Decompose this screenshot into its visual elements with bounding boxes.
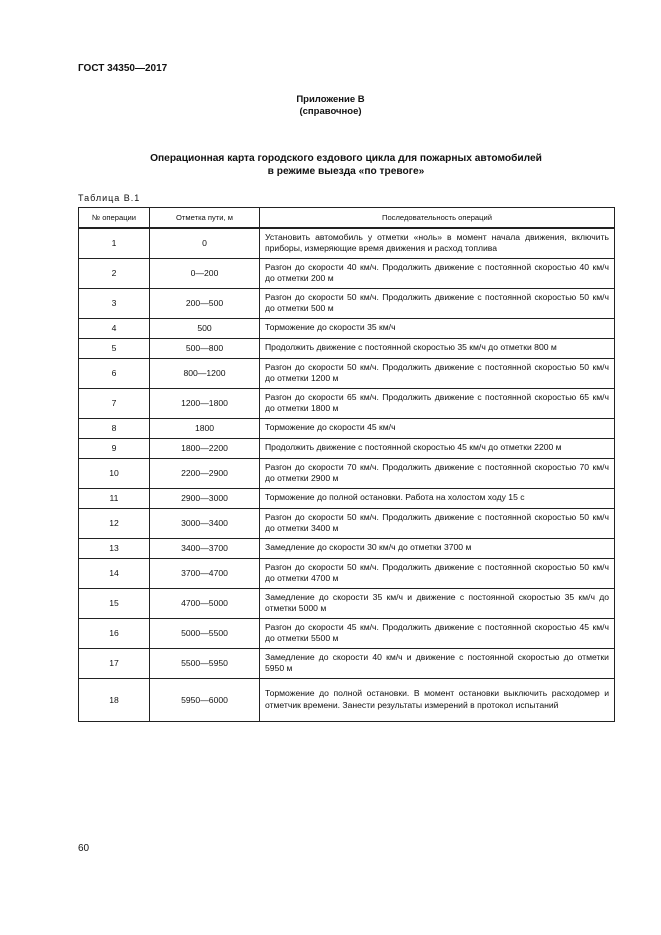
path-mark-cell: 3700—4700 [150,558,260,588]
operation-number-cell: 15 [79,588,150,618]
operation-description-cell: Торможение до полной остановки. В момент остановки выключить расходомер и отметчик времени. Занести результаты измерений в протокол испытаний [260,678,615,721]
table-row [79,508,615,538]
table-row [79,458,615,488]
table-row [79,648,615,678]
path-mark-cell: 2200—2900 [150,458,260,488]
table-row [79,418,615,438]
operation-number-cell: 10 [79,458,150,488]
path-mark-cell: 1800—2200 [150,438,260,458]
operation-number-cell: 1 [79,228,150,258]
table-body [79,228,615,721]
operation-description-cell: Замедление до скорости 30 км/ч до отметки 3700 м [260,538,615,558]
table-label: Таблица В.1 [78,193,141,203]
table-row [79,588,615,618]
path-mark-cell: 2900—3000 [150,488,260,508]
operation-description-cell: Установить автомобиль у отметки «ноль» в момент начала движения, включить приборы, измеряющие время движения и расход топлива [260,228,615,258]
col-header-path-mark: Отметка пути, м [150,208,260,229]
path-mark-cell: 500 [150,318,260,338]
table-header-row [79,208,615,229]
operation-number-cell: 6 [79,358,150,388]
title-line-1: Операционная карта городского ездового цикла для пожарных автомобилей [150,153,542,164]
table-row [79,538,615,558]
path-mark-cell: 1800 [150,418,260,438]
operation-number-cell: 18 [79,678,150,721]
table-row [79,358,615,388]
operation-description-cell: Замедление до скорости 35 км/ч и движение с постоянной скоростью 35 км/ч до отметки 5000 м [260,588,615,618]
table-row [79,388,615,418]
operation-description-cell: Замедление до скорости 40 км/ч и движение с постоянной скоростью до отметки 5950 м [260,648,615,678]
operation-number-cell: 5 [79,338,150,358]
operation-description-cell: Разгон до скорости 45 км/ч. Продолжить движение с постоянной скоростью 45 км/ч до отметки 5500 м [260,618,615,648]
operation-number-cell: 11 [79,488,150,508]
table-row [79,438,615,458]
table-row [79,228,615,258]
operation-number-cell: 9 [79,438,150,458]
operation-number-cell: 17 [79,648,150,678]
operation-number-cell: 16 [79,618,150,648]
path-mark-cell: 4700—5000 [150,588,260,618]
path-mark-cell: 0—200 [150,258,260,288]
path-mark-cell: 5000—5500 [150,618,260,648]
operations-table [78,207,615,722]
path-mark-cell: 5950—6000 [150,678,260,721]
path-mark-cell: 800—1200 [150,358,260,388]
col-header-operation-number: № операции [79,208,150,229]
operation-description-cell: Разгон до скорости 50 км/ч. Продолжить движение с постоянной скоростью 50 км/ч до отметки 3400 м [260,508,615,538]
operation-number-cell: 7 [79,388,150,418]
table-row [79,488,615,508]
path-mark-cell: 0 [150,228,260,258]
table-row [79,558,615,588]
operation-description-cell: Разгон до скорости 50 км/ч. Продолжить движение с постоянной скоростью 50 км/ч до отметки 4700 м [260,558,615,588]
standard-number: ГОСТ 34350—2017 [78,63,168,74]
operation-description-cell: Продолжить движение с постоянной скоростью 35 км/ч до отметки 800 м [260,338,615,358]
operation-number-cell: 2 [79,258,150,288]
appendix-title: Приложение В [296,94,365,105]
path-mark-cell: 3000—3400 [150,508,260,538]
path-mark-cell: 1200—1800 [150,388,260,418]
page-number: 60 [78,843,90,854]
document-title [78,152,614,178]
table-row [79,258,615,288]
path-mark-cell: 200—500 [150,288,260,318]
operation-description-cell: Разгон до скорости 40 км/ч. Продолжить движение с постоянной скоростью 40 км/ч до отметки 200 м [260,258,615,288]
operation-description-cell: Разгон до скорости 50 км/ч. Продолжить движение с постоянной скоростью 50 км/ч до отметки 500 м [260,288,615,318]
operation-number-cell: 3 [79,288,150,318]
appendix-heading [0,94,661,118]
operation-description-cell: Разгон до скорости 65 км/ч. Продолжить движение с постоянной скоростью 65 км/ч до отметки 1800 м [260,388,615,418]
appendix-note: (справочное) [299,106,362,117]
table-row [79,618,615,648]
path-mark-cell: 5500—5950 [150,648,260,678]
operation-number-cell: 13 [79,538,150,558]
title-line-2: в режиме выезда «по тревоге» [267,166,425,177]
table-row [79,288,615,318]
col-header-operation-sequence: Последовательность операций [260,208,615,229]
table-row [79,678,615,721]
table-row [79,338,615,358]
operation-number-cell: 12 [79,508,150,538]
path-mark-cell: 500—800 [150,338,260,358]
operation-number-cell: 14 [79,558,150,588]
operation-description-cell: Торможение до полной остановки. Работа на холостом ходу 15 с [260,488,615,508]
table-row [79,318,615,338]
operation-number-cell: 4 [79,318,150,338]
operation-description-cell: Разгон до скорости 50 км/ч. Продолжить движение с постоянной скоростью 50 км/ч до отметки 1200 м [260,358,615,388]
operation-description-cell: Продолжить движение с постоянной скоростью 45 км/ч до отметки 2200 м [260,438,615,458]
operation-number-cell: 8 [79,418,150,438]
operation-description-cell: Торможение до скорости 35 км/ч [260,318,615,338]
operation-description-cell: Разгон до скорости 70 км/ч. Продолжить движение с постоянной скоростью 70 км/ч до отметки 2900 м [260,458,615,488]
operation-description-cell: Торможение до скорости 45 км/ч [260,418,615,438]
path-mark-cell: 3400—3700 [150,538,260,558]
